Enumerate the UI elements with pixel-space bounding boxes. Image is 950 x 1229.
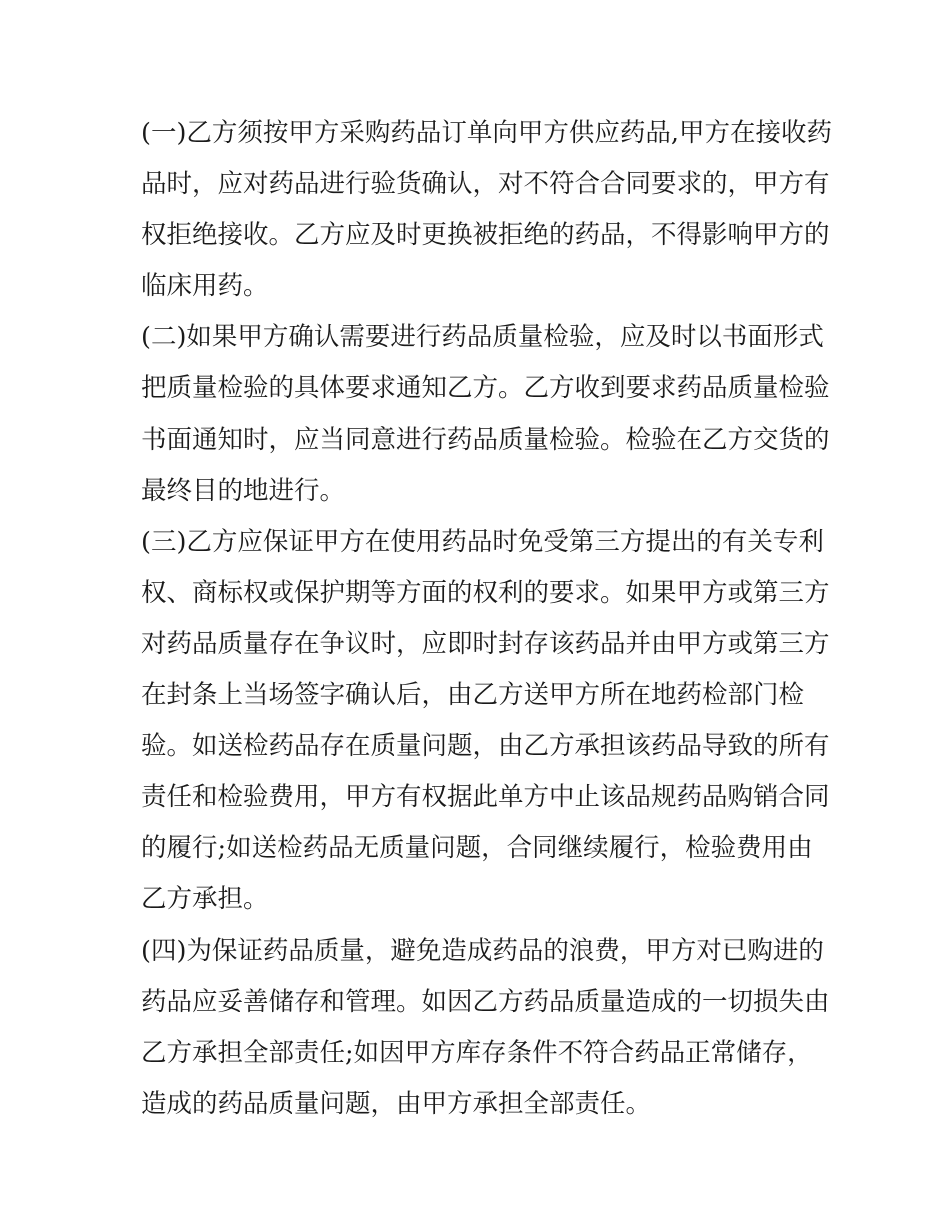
document-body (141, 108, 831, 1130)
text-line: (二)如果甲方确认需要进行药品质量检验，应及时以书面形式 (141, 322, 824, 353)
text-line: 书面通知时，应当同意进行药品质量检验。检验在乙方交货的 (141, 424, 830, 455)
text-line: (一)乙方须按甲方采购药品订单向甲方供应药品,甲方在接收药 (141, 118, 833, 148)
text-line: 品时，应对药品进行验货确认，对不符合合同要求的，甲方有 (141, 169, 830, 200)
text-line: 乙方承担全部责任;如因甲方库存条件不符合药品正常储存， (141, 1037, 813, 1068)
text-line: 权拒绝接收。乙方应及时更换被拒绝的药品，不得影响甲方的 (141, 220, 830, 251)
text-line: 对药品质量存在争议时，应即时封存该药品并由甲方或第三方 (141, 628, 830, 659)
clause-2 (141, 312, 831, 516)
text-line: 验。如送检药品存在质量问题，由乙方承担该药品导致的所有 (141, 731, 830, 762)
text-line: 责任和检验费用，甲方有权据此单方中止该品规药品购销合同 (141, 782, 830, 813)
text-line: 乙方承担。 (141, 884, 269, 915)
clause-4 (141, 926, 831, 1130)
text-line: 的履行;如送检药品无质量问题，合同继续履行，检验费用由 (141, 833, 813, 864)
text-line: 临床用药。 (141, 271, 269, 302)
clause-3 (141, 517, 831, 926)
text-line: 药品应妥善储存和管理。如因乙方药品质量造成的一切损失由 (141, 986, 830, 1017)
text-line: 在封条上当场签字确认后，由乙方送甲方所在地药检部门检 (141, 680, 805, 711)
text-line: 把质量检验的具体要求通知乙方。乙方收到要求药品质量检验 (141, 373, 830, 404)
clause-1 (141, 108, 831, 312)
text-line: 最终目的地进行。 (141, 475, 346, 506)
text-line: 造成的药品质量问题，由甲方承担全部责任。 (141, 1088, 652, 1119)
text-line: 权、商标权或保护期等方面的权利的要求。如果甲方或第三方 (141, 577, 830, 608)
text-line: (三)乙方应保证甲方在使用药品时免受第三方提出的有关专利 (141, 526, 824, 557)
text-line: (四)为保证药品质量，避免造成药品的浪费，甲方对已购进的 (141, 935, 824, 966)
